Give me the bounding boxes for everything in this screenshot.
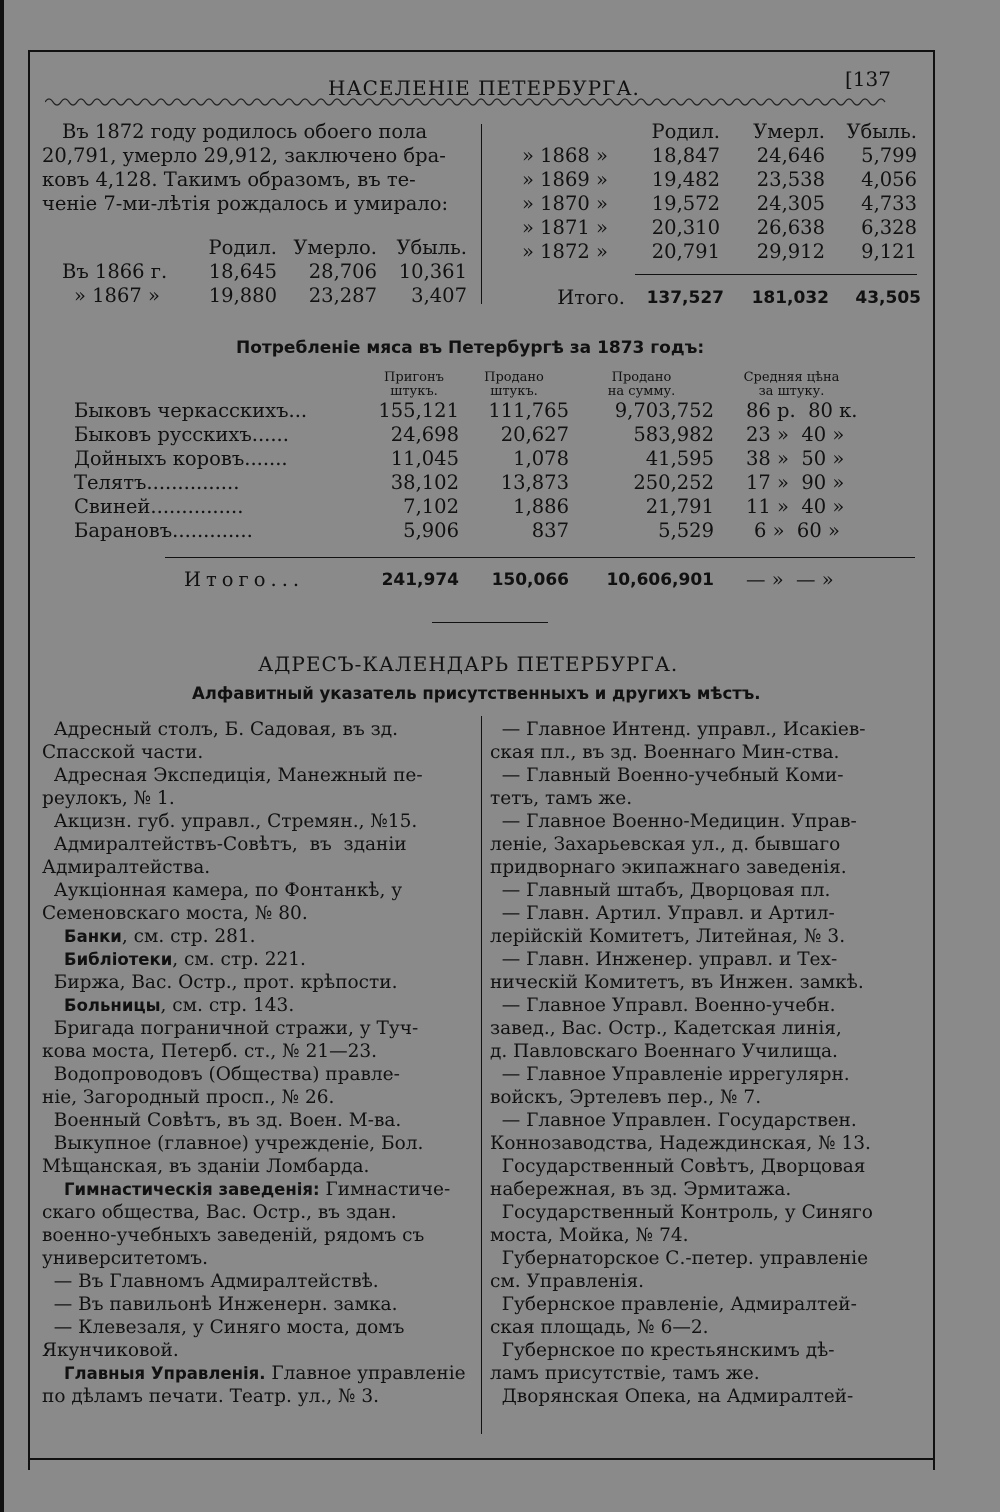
entry-line: Выкупное (главное) учрежденіе, Бол.: [42, 1133, 424, 1154]
entry-line: — Въ павильонѣ Инженерн. замка.: [42, 1294, 398, 1315]
entry-line: Дворянская Опека, на Адмиралтей-: [490, 1386, 854, 1407]
total-born: 137,527: [646, 288, 724, 308]
entry-line: ламъ присутствіе, тамъ же.: [490, 1363, 760, 1384]
intro-line: ковъ 4,128. Такимъ образомъ, въ те-: [42, 168, 416, 191]
entry-line: — Главное Военно-Медицин. Управ-: [490, 811, 857, 832]
entry-line: Адмиралтейства.: [42, 857, 211, 878]
entry-line: набережная, въ зд. Эрмитажа.: [490, 1179, 792, 1200]
born-value: 19,880: [208, 284, 277, 307]
entry-line: — Главное Управл. Военно-учебн.: [490, 995, 836, 1016]
entry-line: ская пл., въ зд. Военнаго Мин-ства.: [490, 742, 840, 763]
entry-line: — Клевезаля, у Синяго моста, домъ: [42, 1317, 405, 1338]
total-price: — » — »: [746, 568, 834, 591]
col-header: [459, 371, 569, 399]
entry-line: Якунчиковой.: [42, 1340, 179, 1361]
loss-value: 4,056: [861, 168, 917, 191]
died-value: 26,638: [756, 216, 825, 239]
col-header-line: на сумму.: [607, 384, 676, 399]
entry-line: реулокъ, № 1.: [42, 788, 175, 809]
intro-line: 20,791, умерло 29,912, заключено бра-: [42, 144, 446, 167]
born-value: 20,791: [651, 240, 720, 263]
entry-line: университетомъ.: [42, 1248, 209, 1269]
table-header-row: [62, 236, 467, 260]
meat-total-rule: [165, 557, 915, 558]
section-separator: [432, 622, 548, 623]
entry-line: Спасской части.: [42, 742, 204, 763]
col-header: [714, 371, 869, 399]
entry-line: кова моста, Петерб. ст., № 21—23.: [42, 1041, 378, 1062]
entry-line: военно-учебныхъ заведеній, рядомъ съ: [42, 1225, 425, 1246]
sum-value: 21,791: [645, 495, 714, 518]
table-row: [74, 568, 901, 592]
population-table-right: [510, 120, 917, 264]
col-header-line: штукъ.: [490, 384, 538, 399]
address-title: АДРЕСЪ-КАЛЕНДАРЬ ПЕТЕРБУРГА.: [258, 652, 679, 676]
driven-value: 24,698: [390, 423, 459, 446]
col-header: Родил.: [208, 236, 277, 259]
col-header-line: Продано: [611, 370, 672, 385]
table-row: [62, 284, 467, 308]
col-header-line: штукъ.: [390, 384, 438, 399]
loss-value: 5,799: [861, 144, 917, 167]
price-value: 11 » 40 »: [746, 495, 845, 518]
loss-value: 4,733: [861, 192, 917, 215]
total-sold: 150,066: [491, 570, 569, 590]
entry-heading: Гимнастическія заведенія:: [64, 1180, 320, 1199]
price-value: 38 » 50 »: [746, 447, 845, 470]
sum-value: 583,982: [633, 423, 714, 446]
intro-line: Въ 1872 году родилось обоего пола: [62, 120, 428, 143]
population-table-left: [62, 236, 467, 308]
driven-value: 7,102: [403, 495, 459, 518]
price-value: 86 р. 80 к.: [746, 399, 858, 422]
loss-value: 6,328: [861, 216, 917, 239]
entry-heading: Библіотеки: [64, 950, 173, 969]
sum-value: 250,252: [633, 471, 714, 494]
entry-line: Военный Совѣтъ, въ зд. Воен. М-ва.: [42, 1110, 402, 1131]
born-value: 18,847: [651, 144, 720, 167]
sum-value: 9,703,752: [614, 399, 714, 422]
address-left-column: [42, 718, 466, 1408]
row-label: Быковъ русскихъ......: [74, 423, 289, 446]
entry-line: Адмиралтействъ-Совѣтъ, въ зданіи: [42, 834, 407, 855]
population-column-divider: [481, 124, 482, 304]
entry-line: [42, 948, 466, 971]
total-driven: 241,974: [381, 570, 459, 590]
row-label: » 1868 »: [522, 144, 608, 167]
col-header: Умерл.: [753, 120, 825, 143]
sold-value: 837: [531, 519, 569, 542]
entry-line: Губернаторское С.-петер. управленіе: [490, 1248, 869, 1269]
died-value: 23,538: [756, 168, 825, 191]
entry-line: Губернское по крестьянскимъ дѣ-: [490, 1340, 835, 1361]
wavy-divider: [45, 95, 920, 109]
entry-line: Государственный Совѣтъ, Дворцовая: [490, 1156, 866, 1177]
col-header: Убыль.: [846, 120, 917, 143]
row-label: » 1869 »: [522, 168, 608, 191]
sum-value: 5,529: [658, 519, 714, 542]
entry-line: — Главн. Инженер. управл. и Тех-: [490, 949, 838, 970]
entry-line: ническій Комитетъ, въ Инжен. замкѣ.: [490, 972, 864, 993]
row-label: » 1870 »: [522, 192, 608, 215]
col-header-line: Продано: [484, 370, 544, 385]
entry-line: Адресный столъ, Б. Садовая, въ зд.: [42, 719, 398, 740]
entry-line: лерійскій Комитетъ, Литейная, № 3.: [490, 926, 846, 947]
col-header: [369, 371, 459, 399]
sold-value: 1,078: [513, 447, 569, 470]
entry-line: Семеновскаго моста, № 80.: [42, 903, 308, 924]
entry-line: Мѣщанская, въ зданіи Ломбарда.: [42, 1156, 370, 1177]
entry-line: Бригада пограничной стражи, у Туч-: [42, 1018, 419, 1039]
entry-heading: Больницы: [64, 996, 161, 1015]
loss-value: 10,361: [398, 260, 467, 283]
table-row: [510, 144, 917, 168]
sold-value: 1,886: [513, 495, 569, 518]
col-header-line: за штуку.: [758, 384, 825, 399]
price-value: 23 » 40 »: [746, 423, 845, 446]
total-sum: 10,606,901: [606, 570, 714, 590]
born-value: 19,482: [651, 168, 720, 191]
total-died: 181,032: [751, 288, 829, 308]
died-value: 24,646: [756, 144, 825, 167]
entry-line: [42, 994, 466, 1017]
row-label: Быковъ черкасскихъ...: [74, 399, 308, 422]
intro-line: ченіе 7-ми-лѣтія рождалось и умирало:: [42, 192, 449, 215]
entry-line: [42, 925, 466, 948]
row-label: Барановъ.............: [74, 519, 253, 542]
table-row: [74, 519, 869, 543]
entry-line: — Главный Военно-учебный Коми-: [490, 765, 844, 786]
entry-line: леніе, Захарьевская ул., д. бывшаго: [490, 834, 841, 855]
entry-line: Губернское правленіе, Адмиралтей-: [490, 1294, 857, 1315]
price-value: 17 » 90 »: [746, 471, 845, 494]
entry-line: ніе, Загородный просп., № 26.: [42, 1087, 335, 1108]
entry-line: ская площадь, № 6—2.: [490, 1317, 709, 1338]
table-row: [74, 423, 869, 447]
sold-value: 111,765: [488, 399, 569, 422]
entry-line: скаго общества, Вас. Остр., въ здан.: [42, 1202, 397, 1223]
row-label: Свиней...............: [74, 495, 244, 518]
table-row: [74, 447, 869, 471]
entry-text: , см. стр. 143.: [160, 995, 295, 1016]
table-header-row: [74, 371, 869, 399]
loss-value: 3,407: [411, 284, 467, 307]
entry-line: — Главный штабъ, Дворцовая пл.: [490, 880, 831, 901]
total-label: Итого...: [184, 568, 305, 591]
table-row: [74, 495, 869, 519]
sold-value: 13,873: [500, 471, 569, 494]
address-subtitle: Алфавитный указатель присутственныхъ и другихъ мѣстъ.: [192, 684, 761, 703]
page-title: НАСЕЛЕНІЕ ПЕТЕРБУРГА.: [328, 76, 640, 100]
meat-total-row: [74, 568, 901, 592]
entry-line: Аукціонная камера, по Фонтанкѣ, у: [42, 880, 403, 901]
entry-line: Водопроводовъ (Общества) правле-: [42, 1064, 400, 1085]
entry-line: по дѣламъ печати. Театр. ул., № 3.: [42, 1386, 380, 1407]
driven-value: 11,045: [390, 447, 459, 470]
born-value: 20,310: [651, 216, 720, 239]
entry-line: войскъ, Эртелевъ пер., № 7.: [490, 1087, 762, 1108]
entry-text: Гимнастиче-: [319, 1179, 451, 1200]
meat-table: [74, 371, 869, 543]
row-label: Въ 1866 г.: [62, 260, 168, 283]
table-row: [510, 240, 917, 264]
table-row: [510, 286, 921, 310]
died-value: 28,706: [308, 260, 377, 283]
table-row: [62, 260, 467, 284]
col-header: Умерло.: [293, 236, 377, 259]
driven-value: 5,906: [403, 519, 459, 542]
entry-line: Биржа, Вас. Остр., прот. крѣпости.: [42, 972, 398, 993]
meat-title: Потребленіе мяса въ Петербургѣ за 1873 годъ:: [236, 338, 705, 358]
total-label: Итого.: [557, 286, 625, 309]
table-row: [510, 192, 917, 216]
row-label: » 1871 »: [522, 216, 608, 239]
entry-line: Государственный Контроль, у Синяго: [490, 1202, 873, 1223]
entry-line: — Главн. Артил. Управл. и Артил-: [490, 903, 835, 924]
died-value: 24,305: [756, 192, 825, 215]
entry-line: моста, Мойка, № 74.: [490, 1225, 689, 1246]
table-row: [74, 399, 869, 423]
population-intro: [42, 120, 448, 216]
col-header: Родил.: [651, 120, 720, 143]
entry-text: Главное управленіе: [265, 1363, 466, 1384]
driven-value: 38,102: [390, 471, 459, 494]
died-value: 29,912: [756, 240, 825, 263]
born-value: 18,645: [208, 260, 277, 283]
table-row: [510, 216, 917, 240]
entry-line: Коннозаводства, Надеждинская, № 13.: [490, 1133, 871, 1154]
entry-line: — Главное Управленіе иррегулярн.: [490, 1064, 850, 1085]
table-row: [510, 168, 917, 192]
row-label: Дойныхъ коровъ.......: [74, 447, 288, 470]
row-label: » 1872 »: [522, 240, 608, 263]
price-value: 6 » 60 »: [754, 519, 840, 542]
right-border-rule: [933, 50, 935, 1470]
row-label: » 1867 »: [74, 284, 160, 307]
entry-line: [42, 1362, 466, 1385]
entry-line: придворнаго экипажнаго заведенія.: [490, 857, 847, 878]
entry-line: тетъ, тамъ же.: [490, 788, 633, 809]
table-header-row: [510, 120, 917, 144]
entry-heading: Банки: [64, 927, 122, 946]
loss-value: 9,121: [861, 240, 917, 263]
left-border-rule: [28, 50, 30, 1470]
entry-line: — Въ Главномъ Адмиралтействѣ.: [42, 1271, 379, 1292]
sum-value: 41,595: [645, 447, 714, 470]
address-column-divider: [481, 716, 482, 1434]
sold-value: 20,627: [500, 423, 569, 446]
left-margin-rule: [0, 0, 4, 1512]
col-header: [569, 371, 714, 399]
total-loss: 43,505: [855, 288, 921, 308]
entry-text: , см. стр. 281.: [121, 926, 256, 947]
entry-text: , см. стр. 221.: [172, 949, 306, 970]
top-border-rule: [30, 50, 935, 52]
entry-line: завед., Вас. Остр., Кадетская линія,: [490, 1018, 842, 1039]
population-total-row: [510, 286, 921, 310]
entry-line: — Главное Интенд. управл., Исакіев-: [490, 719, 866, 740]
bottom-border-rule: [28, 1458, 935, 1460]
col-header: Убыль.: [396, 236, 467, 259]
died-value: 23,287: [308, 284, 377, 307]
page-number: [137: [845, 67, 891, 91]
entry-line: см. Управленія.: [490, 1271, 644, 1292]
entry-heading: Главныя Управленія.: [64, 1364, 266, 1383]
col-header-line: Средняя цѣна: [743, 370, 840, 385]
row-label: Телятъ...............: [74, 471, 240, 494]
entry-line: д. Павловскаго Военнаго Училища.: [490, 1041, 838, 1062]
address-right-column: [490, 718, 873, 1408]
entry-line: Адресная Экспедиція, Манежный пе-: [42, 765, 423, 786]
driven-value: 155,121: [378, 399, 459, 422]
table-row: [74, 471, 869, 495]
born-value: 19,572: [651, 192, 720, 215]
entry-line: [42, 1178, 466, 1201]
entry-line: Акцизн. губ. управл., Стремян., №15.: [42, 811, 418, 832]
col-header-line: Пригонъ: [384, 370, 444, 385]
entry-line: — Главное Управлен. Государствен.: [490, 1110, 857, 1131]
population-total-rule: [635, 274, 917, 275]
